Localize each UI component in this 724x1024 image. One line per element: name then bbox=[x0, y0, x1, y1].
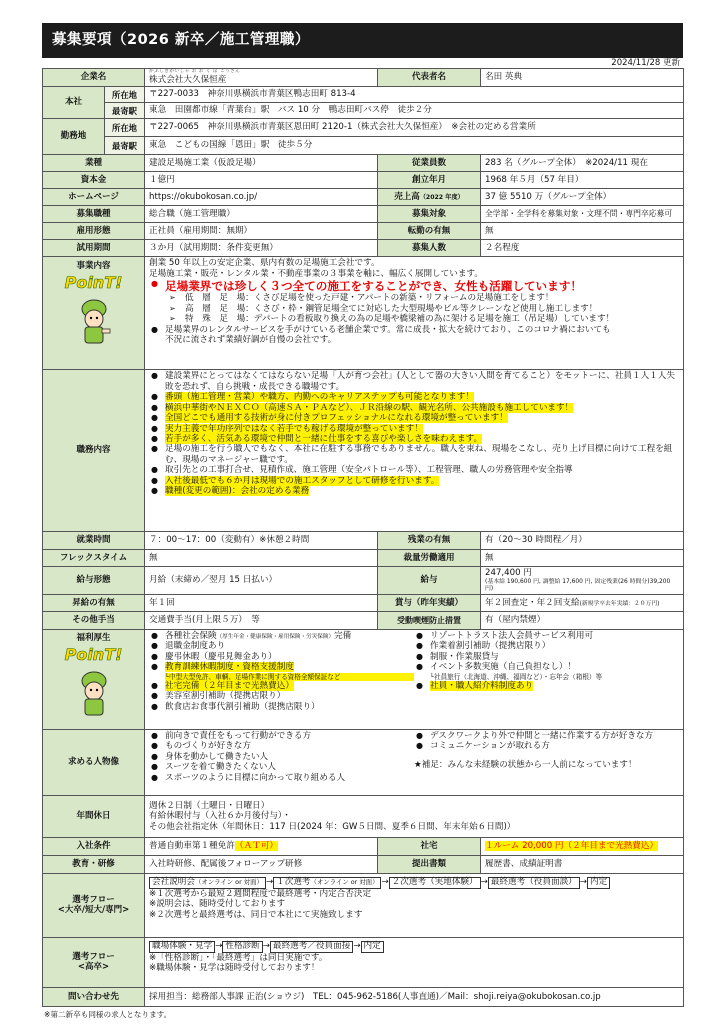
holiday-line-3: その他会社指定休（年間休日：117 日(2024 年：GW５日間、夏季６日間、年末年始６日間)） bbox=[149, 821, 516, 832]
welfare-content bbox=[145, 629, 684, 729]
arrow-icon: → bbox=[381, 876, 389, 887]
dorm-label: 社宅 bbox=[378, 837, 481, 855]
flow-hs-title: 選考フロー bbox=[72, 952, 115, 963]
salary-label: 給与 bbox=[378, 567, 481, 595]
capital-value: １億円 bbox=[145, 172, 378, 189]
homepage-label: ホームページ bbox=[43, 189, 145, 206]
job-type-value: 総合職（施工管理職） bbox=[145, 206, 378, 223]
flow-hs-content bbox=[145, 937, 684, 987]
welfare-text: 社宅完備（２年目まで光熱費込） bbox=[165, 680, 294, 691]
pay-form-value: 月給（末締め／翌月 15 日払い） bbox=[145, 567, 378, 595]
person-item: ● 前向きで責任をもって行動ができる方 bbox=[149, 731, 414, 741]
smoking-label: 受動喫煙防止措置 bbox=[378, 611, 481, 629]
contact-value[interactable]: 採用担当：総務部人事課 正治(ショウジ) TEL：045-962-5186(人事直通)／Mail：shoji.reiya@okubokosan.co.jp bbox=[145, 987, 684, 1006]
scaffold-high: ➢ 高 層 足 場：くさび・枠・鋼管足場全てに対応した大型現場やビル等クレーンなど使用し施工します！ bbox=[149, 304, 679, 314]
welfare-item: ● リゾートトラスト法人会員サービス利用可 bbox=[414, 631, 679, 641]
welfare-item bbox=[149, 681, 414, 691]
person-right-list bbox=[414, 731, 679, 783]
point-badge: PoinT! bbox=[64, 273, 123, 293]
person-content bbox=[145, 729, 684, 795]
rep-label: 代表者名 bbox=[378, 69, 481, 87]
allowance-value: 交通費手当(月上限５万） 等 bbox=[145, 611, 378, 629]
trial-value: ３か月（試用期間：条件変更無） bbox=[145, 240, 378, 257]
founded-value: 1968 年５月（57 年目） bbox=[481, 172, 684, 189]
duty-item bbox=[149, 434, 679, 444]
person-item: ● デスクワークより外で仲間と一緒に作業する方が好きな方 bbox=[414, 731, 679, 741]
flow-step: 最終選考／役員面接 bbox=[270, 941, 353, 953]
hq-label: 本社 bbox=[43, 87, 105, 119]
company-cell bbox=[145, 69, 378, 87]
trial-label: 試用期間 bbox=[43, 240, 145, 257]
entry-cell bbox=[145, 837, 378, 855]
headcount-value: ２名程度 bbox=[481, 240, 684, 257]
welfare-text: 完備 bbox=[334, 630, 352, 641]
flow-hs-note: ※「性格診断」・「最終選考」は同日実施です。 bbox=[149, 952, 328, 963]
hq-addr-label: 所在地 bbox=[105, 87, 145, 103]
work-label: 勤務地 bbox=[43, 119, 105, 155]
arrow-icon: → bbox=[480, 876, 488, 887]
target-label: 募集対象 bbox=[378, 206, 481, 223]
allowance-label: その他手当 bbox=[43, 611, 145, 629]
welfare-item: ● 飲食店お食事代割引補助（提携店限り） bbox=[149, 702, 414, 712]
sales-value: 37 億 5510 万（グループ全体） bbox=[481, 189, 684, 206]
salary-breakdown: (基本給 190,600 円, 調整給 17,600 円, 固定残業(26 時間分)39,200 円) bbox=[485, 578, 671, 592]
sales-label-text: 売上高 bbox=[394, 191, 420, 202]
hq-station: 東急 田園都市線「青葉台」駅 バス 10 分 鴨志田町バス停 徒歩２分 bbox=[145, 103, 684, 119]
documents-label: 提出書類 bbox=[378, 855, 481, 873]
flow-hs-note: ※職場体験・見学は随時受付しております！ bbox=[149, 963, 320, 974]
flow-step: 内定 bbox=[587, 877, 610, 889]
dorm-value: １ルーム 20,000 円（２年目まで光熱費込） bbox=[485, 841, 659, 852]
hq-station-label: 最寄駅 bbox=[105, 103, 145, 119]
employment-label: 雇用形態 bbox=[43, 223, 145, 240]
sales-year: （2022 年度） bbox=[419, 193, 464, 201]
welfare-text: イベント多数実施（自己負担なし）！ bbox=[430, 662, 577, 673]
point-badge: PoinT! bbox=[64, 645, 123, 665]
flow-step: 最終選考（役員面談） bbox=[488, 877, 580, 889]
business-intro-2: 足場施工業・販売・レンタル業・不動産事業の３事業を軸に、幅広く展開しています。 bbox=[149, 268, 483, 279]
flow-step-sub: （オンライン or 対面） bbox=[310, 877, 379, 886]
duty-item bbox=[149, 486, 679, 496]
flow-step: ２次選考（実地体験） bbox=[389, 877, 481, 889]
welfare-item bbox=[149, 662, 414, 681]
welfare-label-cell bbox=[43, 629, 145, 729]
flow-univ-content bbox=[145, 873, 684, 937]
headcount-label: 募集人数 bbox=[378, 240, 481, 257]
job-type-label: 募集職種 bbox=[43, 206, 145, 223]
training-value: 入社時研修、配属後フォローアップ研修 bbox=[145, 855, 378, 873]
industry-label: 業種 bbox=[43, 155, 145, 172]
person-note: ★補足：みんな未経験の状態から一人前になっています！ bbox=[414, 759, 637, 770]
arrow-icon: → bbox=[353, 940, 361, 951]
arrow-icon: → bbox=[265, 876, 274, 887]
work-station: 東急 こどもの国線「恩田」駅 徒歩５分 bbox=[145, 137, 684, 155]
business-list bbox=[149, 279, 679, 346]
business-label: 事業内容 bbox=[76, 261, 111, 272]
employment-value: 正社員（雇用期間：無期） bbox=[145, 223, 378, 240]
work-addr-label: 所在地 bbox=[105, 119, 145, 137]
flow-step bbox=[273, 877, 381, 889]
founded-label: 創立年月 bbox=[378, 172, 481, 189]
welfare-subtext: └中型大型免許、車輌、足場作業に関する資格全額保証など bbox=[165, 673, 414, 681]
pay-form-label: 給与形態 bbox=[43, 567, 145, 595]
homepage-link[interactable]: https://okubokosan.co.jp/ bbox=[145, 189, 378, 206]
discretion-label: 裁量労働適用 bbox=[378, 550, 481, 567]
flow-univ-sub: <大卒/短大/専門> bbox=[57, 905, 130, 916]
holiday-line-1: 週休２日制（土曜日・日曜日） bbox=[149, 800, 270, 811]
welfare-subtext: （厚生年金・健康保険・雇用保険・労災保険） bbox=[216, 633, 335, 640]
capital-label: 資本金 bbox=[43, 172, 145, 189]
arrow-icon: → bbox=[215, 940, 223, 951]
welfare-text: 教育訓練休暇制度・資格支援制度 bbox=[165, 662, 294, 673]
bonus-label: 賞与（昨年実績） bbox=[378, 594, 481, 611]
welfare-item: ● 慶弔休暇（慶弔見舞金あり） bbox=[149, 652, 414, 662]
industry-value: 建設足場施工業（仮設足場） bbox=[145, 155, 378, 172]
rental-line-2: 不況に流されず業績好調が自慢の会社です。 bbox=[165, 335, 337, 346]
sales-label bbox=[378, 189, 481, 206]
welfare-item: ● 作業着割引補助（提携店限り） bbox=[414, 641, 679, 651]
employees-value: 283 名（グループ全体） ※2024/11 現在 bbox=[481, 155, 684, 172]
duties-content bbox=[145, 370, 684, 532]
hours-value: ７：00～17：00（変動有）※休憩２時間 bbox=[145, 532, 378, 550]
person-label: 求める人物像 bbox=[43, 729, 145, 795]
smoking-value: 有（屋内禁煙） bbox=[481, 611, 684, 629]
duty-item bbox=[149, 403, 679, 413]
duty-text: 番頭（施工管理・営業）や職方、内勤へのキャリアステップも可能となります！ bbox=[165, 392, 474, 403]
duty-text: 実力主義で年功序列ではなく若手でも稼げる環境が整っています！ bbox=[165, 423, 423, 434]
person-item: ● ものづくりが好きな方 bbox=[149, 741, 414, 751]
flow-univ-note: ※２次選考と最終選考は、同日で本社にて実施致します bbox=[149, 909, 363, 920]
business-label-cell bbox=[43, 257, 145, 370]
duty-text: 全国どこでも通用する技術が身に付きプロフェッショナルになれる環境が整っています！ bbox=[165, 413, 508, 424]
flow-step-label: 会社説明会 bbox=[152, 876, 195, 887]
employees-label: 従業員数 bbox=[378, 155, 481, 172]
duty-item bbox=[149, 413, 679, 423]
raise-value: 年１回 bbox=[145, 594, 378, 611]
duty-text: 建設業界にとってはなくてはならない足場「人が育つ会社」(人として器の大きい人間を育てること）をモットーに、社員１人１人失敗を恐れず、自ら挑戦・成長できる職場です。 bbox=[165, 371, 675, 392]
mascot-icon bbox=[71, 295, 117, 345]
holiday-label: 年間休日 bbox=[43, 795, 145, 837]
rep-name: 名田 英典 bbox=[481, 69, 684, 87]
flow-univ-note: ※説明会は、随時受付しております bbox=[149, 899, 286, 910]
person-item: ● 身体を動かして働きたい人 bbox=[149, 752, 414, 762]
flow-step bbox=[149, 877, 266, 889]
rental-line-1: 足場業界のレンタルサービスを手がけている老舗企業です。常に成長・拡大を続けており、このコロナ禍においても bbox=[165, 324, 611, 335]
duty-item bbox=[149, 371, 679, 392]
documents-value: 履歴書、成績証明書 bbox=[481, 855, 684, 873]
recruitment-table bbox=[42, 68, 684, 1007]
overtime-label: 残業の有無 bbox=[378, 532, 481, 550]
flow-univ-title: 選考フロー bbox=[72, 895, 115, 906]
contact-label: 問い合わせ先 bbox=[43, 987, 145, 1006]
training-label: 教育・研修 bbox=[43, 855, 145, 873]
business-headline: ● 足場業界では珍しく３つ全ての施工をすることができ、女性も活躍しています！ bbox=[149, 279, 679, 293]
flow-hs-steps bbox=[149, 941, 679, 953]
mascot-icon bbox=[71, 667, 117, 717]
bonus-value: 年２回査定・年２回支給 bbox=[485, 597, 580, 608]
footnote: ※第二新卒も同様の求人となります。 bbox=[44, 1010, 172, 1019]
flow-step: 内定 bbox=[361, 941, 384, 953]
welfare-text: 各種社会保険 bbox=[165, 630, 217, 641]
duty-text: 横浜中華街やＮＥＸＣＯ（高速ＳＡ・ＰＡなど）、ＪＲ沿線の駅、観光名所、公共施設も施工しています！ bbox=[165, 402, 574, 413]
duty-item bbox=[149, 465, 679, 475]
welfare-item bbox=[414, 681, 679, 691]
company-label: 企業名 bbox=[43, 69, 145, 87]
welfare-item: ● 制服・作業服貸与 bbox=[414, 652, 679, 662]
rental-text bbox=[149, 325, 679, 346]
entry-value: 普通自動車第１種免許 bbox=[149, 841, 235, 852]
welfare-left-list bbox=[149, 631, 414, 712]
flow-univ-note: ※１次選考から最短２週間程度で最終選考・内定合否決定 bbox=[149, 888, 372, 899]
transfer-value: 無 bbox=[481, 223, 684, 240]
flow-step: 性格診断 bbox=[222, 941, 262, 953]
arrow-icon: → bbox=[262, 940, 270, 951]
welfare-item bbox=[414, 662, 679, 681]
overtime-value: 有（20～30 時間程／月） bbox=[481, 532, 684, 550]
arrow-icon: → bbox=[579, 876, 587, 887]
duty-item bbox=[149, 392, 679, 402]
welfare-right-list bbox=[414, 631, 679, 712]
flex-label: フレックスタイム bbox=[43, 550, 145, 567]
dorm-cell bbox=[481, 837, 684, 855]
person-item: ● コミュニケーションが取れる方 bbox=[414, 741, 679, 751]
work-address: 〒227-0065 神奈川県横浜市青葉区恩田町 2120-1（株式会社大久保恒産） ※会社の定める営業所 bbox=[145, 119, 684, 137]
page-title: 募集要項（2026 新卒／施工管理職） bbox=[42, 23, 683, 58]
hours-label: 就業時間 bbox=[43, 532, 145, 550]
bonus-cell bbox=[481, 594, 684, 611]
flow-step: 職場体験・見学 bbox=[149, 941, 215, 953]
entry-at: （ＡＴ可） bbox=[234, 841, 278, 852]
duty-text: 入社後最低でも６か月は現場での施工スタッフとして研修を行います。 bbox=[165, 475, 440, 486]
flow-hs-label bbox=[43, 937, 145, 987]
flow-step-label: １次選考 bbox=[276, 876, 311, 887]
welfare-text: 社員・職人紹介料制度あり bbox=[430, 680, 534, 691]
duty-text: 取引先との工事打合せ、見積作成、施工管理（安全パトロール等）、工程管理、職人の労務管理や安全指導 bbox=[165, 465, 573, 476]
work-station-label: 最寄駅 bbox=[105, 137, 145, 155]
flow-univ-label bbox=[43, 873, 145, 937]
flow-hs-sub: <高卒> bbox=[77, 962, 110, 973]
raise-label: 昇給の有無 bbox=[43, 594, 145, 611]
salary-value: 247,400 円 bbox=[485, 568, 532, 579]
salary-cell bbox=[481, 567, 684, 595]
scaffold-low: ➢ 低 層 足 場：くさび足場を使った戸建・アパートの新築・リフォームの足場施工をします！ bbox=[149, 293, 679, 303]
scaffold-special: ➢ 特 殊 足 場：デパートの看板取り換えの為の足場や橋梁補の為に架ける足場を施工（吊足場）しています！ bbox=[149, 314, 679, 324]
business-content bbox=[145, 257, 684, 370]
duty-item bbox=[149, 476, 679, 486]
holiday-content bbox=[145, 795, 684, 837]
business-intro-1: 創業 50 年以上の安定企業、県内有数の足場施工会社です。 bbox=[149, 258, 380, 269]
duty-text: 足場の施工を行う職人でもなく、本社に在駐する事務でもありません。職人を束ね、現場をこなし、売り上げ目標に向けて工程を組む、現場のマネージャー職です。 bbox=[165, 444, 673, 465]
flex-value: 無 bbox=[145, 550, 378, 567]
company-furigana: かぶしきがいしゃ お お く ぼ こうさん bbox=[149, 69, 241, 74]
welfare-label: 福利厚生 bbox=[76, 632, 111, 643]
flow-step-sub: （オンライン or 対面） bbox=[195, 877, 263, 886]
person-left-list bbox=[149, 731, 414, 783]
holiday-line-2: 有給休暇付与（入社６か月後付与）・ bbox=[149, 811, 291, 822]
welfare-subtext: └社員旅行（北海道、沖縄、福岡など）・忘年会（箱根）等 bbox=[430, 672, 603, 681]
duty-item bbox=[149, 424, 679, 434]
bonus-note: (新規学卒去年実績：２０万円) bbox=[579, 600, 660, 607]
duties-label: 職務内容 bbox=[43, 370, 145, 532]
duty-text: 若手が多く、活気ある環境で仲間と一緒に仕事をする喜びや楽しさを味わえます。 bbox=[165, 433, 483, 444]
target-value: 全学部・全学科を募集対象・文理不問・専門卒応募可 bbox=[481, 206, 684, 223]
flow-univ-steps bbox=[149, 877, 679, 889]
entry-label: 入社条件 bbox=[43, 837, 145, 855]
duty-text: 職種(変更の範囲)：会社の定める業務 bbox=[165, 486, 310, 497]
welfare-item bbox=[149, 631, 414, 641]
duties-list bbox=[149, 371, 679, 497]
person-item: ● スーツを着て働きたくない人 bbox=[149, 762, 414, 772]
person-item: ● スポーツのように目標に向かって取り組める人 bbox=[149, 773, 414, 783]
welfare-item: ● 美容室割引補助（提携店限り） bbox=[149, 691, 414, 701]
hq-address: 〒227-0033 神奈川県横浜市青葉区鴨志田町 813-4 bbox=[145, 87, 684, 103]
discretion-value: 無 bbox=[481, 550, 684, 567]
updated-date: 2024/11/28 更新 bbox=[611, 58, 680, 68]
duty-item bbox=[149, 444, 679, 465]
company-name: 株式会社大久保恒産 bbox=[149, 74, 227, 85]
transfer-label: 転勤の有無 bbox=[378, 223, 481, 240]
welfare-item: ● 退職金制度あり bbox=[149, 641, 414, 651]
